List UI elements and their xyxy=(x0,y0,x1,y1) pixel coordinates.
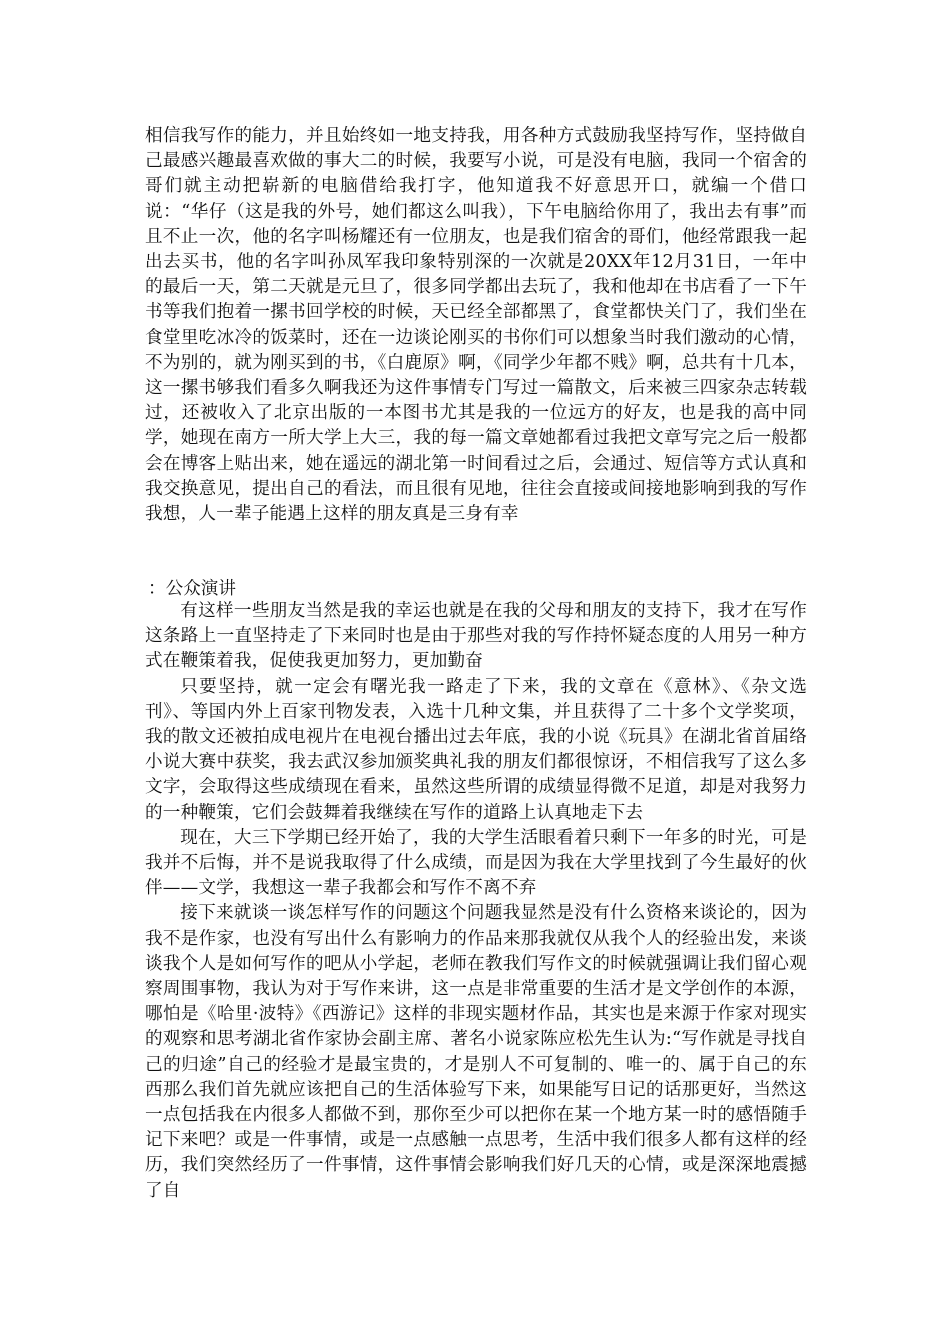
paragraph-4: 现在，大三下学期已经开始了，我的大学生活眼看着只剩下一年多的时光，可是我并不后悔，并不是说我取得了什么成绩，而是因为我在大学里找到了今生最好的伙伴——文学，我想这一辈子我都会和写作不离不弃 xyxy=(145,827,807,899)
paragraph-3: 只要坚持，就一定会有曙光我一路走了下来，我的文章在《意林》、《杂文选刊》、等国内外上百家刊物发表，入选十几种文集，并且获得了二十多个文学奖项，我的散文还被拍成电视片在电视台播出过去年底，我的小说《玩具》在湖北省首届络小说大赛中获奖，我去武汉参加颁奖典礼我的朋友们都很惊讶，不相信我写了这么多文字，会取得这些成绩现在看来，虽然这些所谓的成绩显得微不足道，却是对我努力的一种鞭策，它们会鼓舞着我继续在写作的道路上认真地走下去 xyxy=(145,676,807,823)
section-heading: ：公众演讲 xyxy=(148,579,236,599)
paragraph-1: 相信我写作的能力，并且始终如一地支持我，用各种方式鼓励我坚持写作，坚持做自己最感兴趣最喜欢做的事大二的时候，我要写小说，可是没有电脑，我同一个宿舍的哥们就主动把崭新的电脑借给我打字，他知道我不好意思开口，就编一个借口说：“华仔（这是我的外号，她们都这么叫我），下午电脑给你用了，我出去有事”而且不止一次，他的名字叫杨耀还有一位朋友，也是我们宿舍的哥们，他经常跟我一起出去买书，他的名字叫孙凤军我印象特别深的一次就是20XX年12月31日，一年中的最后一天，第二天就是元旦了，很多同学都出去玩了，我和他却在书店看了一下午书等我们抱着一摞书回学校的时候，天已经全部都黑了，食堂都快关门了，我们坐在食堂里吃冰冷的饭菜时，还在一边谈论刚买的书你们可以想象当时我们激动的心情，不为别的，就为刚买到的书，《白鹿原》啊，《同学少年都不贱》啊，总共有十几本，这一摞书够我们看多久啊我还为这件事情专门写过一篇散文，后来被三四家杂志转载过，还被收入了北京出版的一本图书尤其是我的一位远方的好友，也是我的高中同学，她现在南方一所大学上大三，我的每一篇文章她都看过我把文章写完之后一般都会在博客上贴出来，她在遥远的湖北第一时间看过之后，会通过、短信等方式认真和我交换意见，提出自己的看法，而且很有见地，往往会直接或间接地影响到我的写作我想，人一辈子能遇上这样的朋友真是三身有幸 xyxy=(145,126,807,525)
paragraph-2: 有这样一些朋友当然是我的幸运也就是在我的父母和朋友的支持下，我才在写作这条路上一直坚持走了下来同时也是由于那些对我的写作持怀疑态度的人用另一种方式在鞭策着我，促使我更加努力，更加勤奋 xyxy=(145,601,807,672)
body-section xyxy=(145,599,807,1204)
paragraph-5: 接下来就谈一谈怎样写作的问题这个问题我显然是没有什么资格来谈论的，因为我不是作家，也没有写出什么有影响力的作品来那我就仅从我个人的经验出发，来谈谈我个人是如何写作的吧从小学起，老师在教我们写作文的时候就强调让我们留心观察周围事物，我认为对于写作来讲，这一点是非常重要的生活才是文学创作的本源，哪怕是《哈里·波特》《西游记》这样的非现实题材作品，其实也是来源于作家对现实的观察和思考湖北省作家协会副主席、著名小说家陈应松先生认为:“写作就是寻找自己的归途”自己的经验才是最宝贵的，才是别人不可复制的、唯一的、属于自己的东西那么我们首先就应该把自己的生活体验写下来，如果能写日记的话那更好，当然这一点包括我在内很多人都做不到，那你至少可以把你在某一个地方某一时的感悟随手记下来吧？或是一件事情，或是一点感触一点思考，生活中我们很多人都有这样的经历，我们突然经历了一件事情，这件事情会影响我们好几天的心情，或是深深地震撼了自 xyxy=(145,903,807,1201)
